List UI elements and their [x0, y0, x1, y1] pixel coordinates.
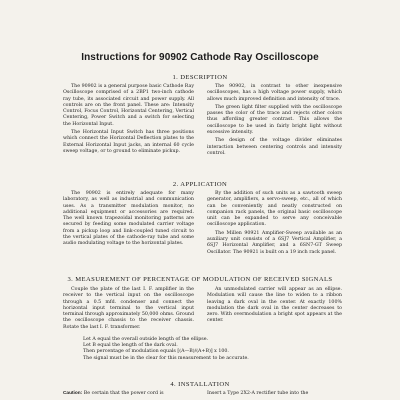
paragraph: The 90902 is a general purpose basic Cathode Ray Oscilloscope comprised of a 2BP1 two-inch cathode ray tube, its associated circuit and power supply. All controls are on the front panel. These are: Intensity Control, Focus Control, Horizontal Centering, Vertical Centering, Power Switch and a switch for selecting the Horizontal Input.: [63, 84, 194, 127]
installation-right-column: [207, 391, 342, 397]
paragraph: The 90902, in contrast to other inexpensive oscilloscopes, has a high voltage power supply, which allows much improved definition and intensity of trace.: [207, 84, 342, 102]
paragraph: The Horizontal Input Switch has three positions which connect the Horizontal Deflection plates to the External Horizontal Input jacks, an internal 60 cycle sweep voltage, or to ground to eliminate pickup.: [63, 130, 194, 154]
paragraph: The Millen 90921 Amplifier-Sweep available as an auxiliary unit consists of a 6SJ7 Vertical Amplifier, a 6SJ7 Horizontal Amplifier, and a 6SN7-GT Sweep Oscillator. The 90921 is built on a 19 inch rack panel.: [207, 230, 342, 255]
measurement-left-column: [63, 287, 194, 333]
description-left-column: [63, 84, 194, 157]
application-right-column: [207, 191, 342, 258]
paragraph: The green light filter supplied with the oscilloscope passes the color of the trace and rejects other colors thus affording greater contrast. This allows the oscilloscope to be used in fairly bright light without excessive intensity.: [207, 104, 342, 136]
formula-line: Let A equal the overall outside length of the ellipse.: [83, 337, 209, 342]
installation-left-column: [63, 391, 203, 397]
caution-label: Caution:: [63, 391, 83, 396]
paragraph: An unmodulated carrier will appear as an ellipse. Modulation will cause the line to widen to a ribbon leaving a dark oval in the center. At exactly 100% modulation the dark oval in the center decreases to zero. With overmodulation a bright spot appears at the center.: [207, 287, 342, 324]
paragraph: The 90902 is entirely adequate for many laboratory, as well as industrial and communication uses. As a transmitter modulation monitor, no additional equipment or accessories are required. The well known trapezoidal monitoring patterns are secured by feeding some modulated carrier voltage from a pickup loop and link-coupled tuned circuit to the vertical plates of the cathode-ray tube and some audio modulating voltage to the horizontal plates.: [63, 191, 194, 247]
paragraph: By the addition of such units as a sawtooth sweep generator, amplifiers, a servo-sweep, etc., all of which can be conveniently and neatly constructed on companion rack panels, the original basic oscilloscope unit can be expanded to serve any conceivable oscilloscope application.: [207, 191, 342, 228]
section-heading-application: 2. APPLICATION: [172, 181, 228, 188]
installation-text: Insert a Type 2X2-A rectifier tube into the: [207, 391, 309, 396]
measurement-formula-block: [63, 337, 342, 362]
formula-line: The signal must be in the clear for this measurement to be accurate.: [83, 355, 249, 361]
application-left-column: [63, 191, 194, 250]
caution-text: Be certain that the power cord is: [83, 391, 164, 396]
paragraph: The design of the voltage divider eliminates interaction between centering controls and intensity control.: [207, 138, 342, 156]
formula-line: Then percentage of modulation equals [(A—B)/(A+B)] x 100.: [83, 349, 229, 355]
measurement-right-column: [207, 287, 342, 327]
section-heading-installation: 4. INSTALLATION: [170, 381, 230, 388]
description-right-column: [207, 84, 342, 159]
page-title: Instructions for 90902 Cathode Ray Oscilloscope: [81, 52, 319, 63]
formula-line: Let B equal the length of the dark oval.: [83, 343, 178, 349]
section-heading-description: 1. DESCRIPTION: [172, 74, 228, 81]
paragraph: Couple the plate of the last I. F. amplifier in the receiver to the vertical input on the oscilloscope through a 0.5 mfd. condenser and connect the horizontal input terminal to the vertical input terminal through approximately 50,000 ohms. Ground the oscilloscope chassis to the receiver chassis. Rotate the last I. F. transformer.: [63, 287, 194, 330]
section-heading-measurement: 3. MEASUREMENT OF PERCENTAGE OF MODULATION OF RECEIVED SIGNALS: [67, 276, 333, 283]
